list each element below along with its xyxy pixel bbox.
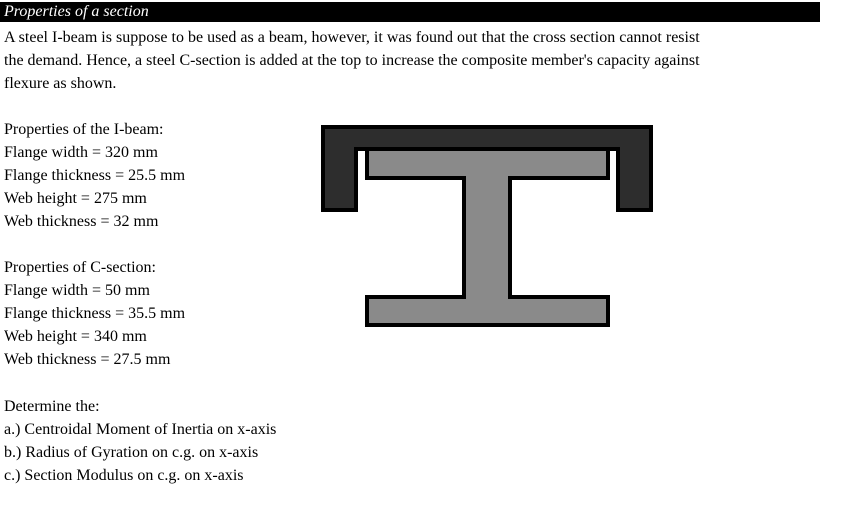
determine-item: b.) Radius of Gyration on c.g. on x-axis: [4, 444, 259, 461]
title-bar: [0, 2, 820, 22]
csection-flange-width: Flange width = 50 mm: [4, 282, 150, 299]
csection-properties-heading: Properties of C-section:: [4, 259, 156, 276]
problem-statement-line: A steel I-beam is suppose to be used as a beam, however, it was found out that the cross section cannot resist: [4, 29, 700, 46]
composite-section-figure: [320, 124, 656, 330]
problem-statement-line: the demand. Hence, a steel C-section is added at the top to increase the composite member's capacity against: [4, 52, 700, 69]
composite-section-drawing: [320, 124, 656, 330]
ibeam-flange-width: Flange width = 320 mm: [4, 144, 158, 161]
csection-properties: [4, 256, 185, 371]
determine-item: a.) Centroidal Moment of Inertia on x-axis: [4, 421, 277, 438]
ibeam-properties: [4, 118, 185, 233]
csection-web-thickness: Web thickness = 27.5 mm: [4, 351, 171, 368]
ibeam-web-height: Web height = 275 mm: [4, 190, 147, 207]
ibeam-flange-thickness: Flange thickness = 25.5 mm: [4, 167, 186, 184]
problem-statement: [4, 26, 804, 95]
problem-statement-line: flexure as shown.: [4, 75, 117, 92]
determine-list: [4, 395, 276, 487]
page-title: Properties of a section: [4, 3, 149, 20]
csection-flange-thickness: Flange thickness = 35.5 mm: [4, 305, 186, 322]
ibeam-web-thickness: Web thickness = 32 mm: [4, 213, 159, 230]
i-beam-shape: [367, 149, 608, 325]
determine-item: c.) Section Modulus on c.g. on x-axis: [4, 467, 244, 484]
determine-heading: Determine the:: [4, 398, 100, 415]
csection-web-height: Web height = 340 mm: [4, 328, 147, 345]
ibeam-properties-heading: Properties of the I-beam:: [4, 121, 164, 138]
